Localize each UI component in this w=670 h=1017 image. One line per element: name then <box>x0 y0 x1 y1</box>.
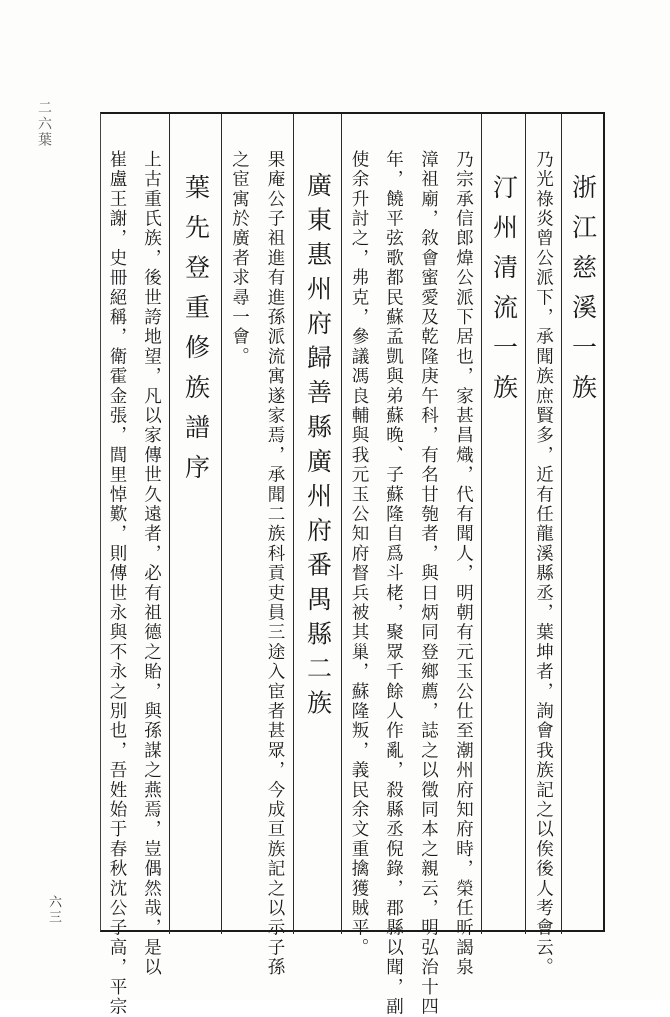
column-title-guangdong <box>293 114 341 934</box>
column-text-7 <box>221 114 257 934</box>
text-column: 漳祖廟，敘會蜜愛及乾隆庚午科，有名甘匏者，與日炳同登鄉薦，誌之以徵同本之親云，明弘治十四 <box>418 150 439 1017</box>
text-column: 之宦寓於廣者求尋一會。 <box>229 150 250 367</box>
column-text-9 <box>100 114 134 1017</box>
text-column: 果庵公子祖進有進孫派流寓遂家焉，承聞二族科貢吏員三途入宦者甚眾，今成亘族記之以示子孫 <box>265 150 285 978</box>
text-column: 乃宗承信郎煒公派下居也，家甚昌熾，代有聞人，明朝有元玉公仕至潮州府知府時，榮任昕謁泉 <box>453 150 474 978</box>
column-title-tingzhou <box>481 114 525 934</box>
text-column: 年，饒平弦歌都民蘇孟凱與弟蘇晚、子蘇隆自爲斗栳，聚眾千餘人作亂，殺縣丞倪錄，郡縣以聞，副 <box>383 150 404 1017</box>
text-column: 乃光祿炎曾公派下，承聞族庶賢多，近有任龍溪縣丞，葉坤者，詢會我族記之以俟後人考會云。 <box>533 150 554 978</box>
text-column: 上古重氏族，後世誇地望，凡以家傳世久遠者，必有祖德之貽，與孫謀之燕焉，豈偶然哉，是以 <box>141 150 162 978</box>
column-text-1 <box>525 114 561 978</box>
margin-mark: 二六葉 <box>36 100 52 148</box>
section-title-guangdong: 廣東惠州府歸善縣廣州府番禺縣二族 <box>303 172 333 724</box>
column-text-6 <box>257 114 293 978</box>
text-frame <box>100 112 605 1017</box>
text-column: 使余升討之，弗克，參議馮良輔與我元玉公知府督兵被其巢，蘇隆叛，義民余文重擒獲賊平。 <box>349 150 369 958</box>
page-number: 六三 <box>46 895 61 925</box>
column-title-zhejiang <box>561 114 603 934</box>
section-title-zhejiang-cixi: 浙江慈溪一族 <box>568 174 598 414</box>
text-column: 崔盧王謝，史冊絕稱，衛霍金張，閭里悼歎，則傳世永與不永之別也，吾姓始于春秋沈公子高，平宗 <box>107 150 127 1017</box>
column-text-2 <box>446 114 481 978</box>
column-text-3 <box>411 114 446 1017</box>
column-title-preface <box>169 114 221 934</box>
section-title-preface: 葉先登重修族譜序 <box>181 174 211 494</box>
column-text-4 <box>376 114 411 1017</box>
column-text-8 <box>134 114 169 978</box>
section-title-tingzhou-qingliu: 汀州清流一族 <box>489 174 519 414</box>
column-text-5 <box>341 114 376 958</box>
